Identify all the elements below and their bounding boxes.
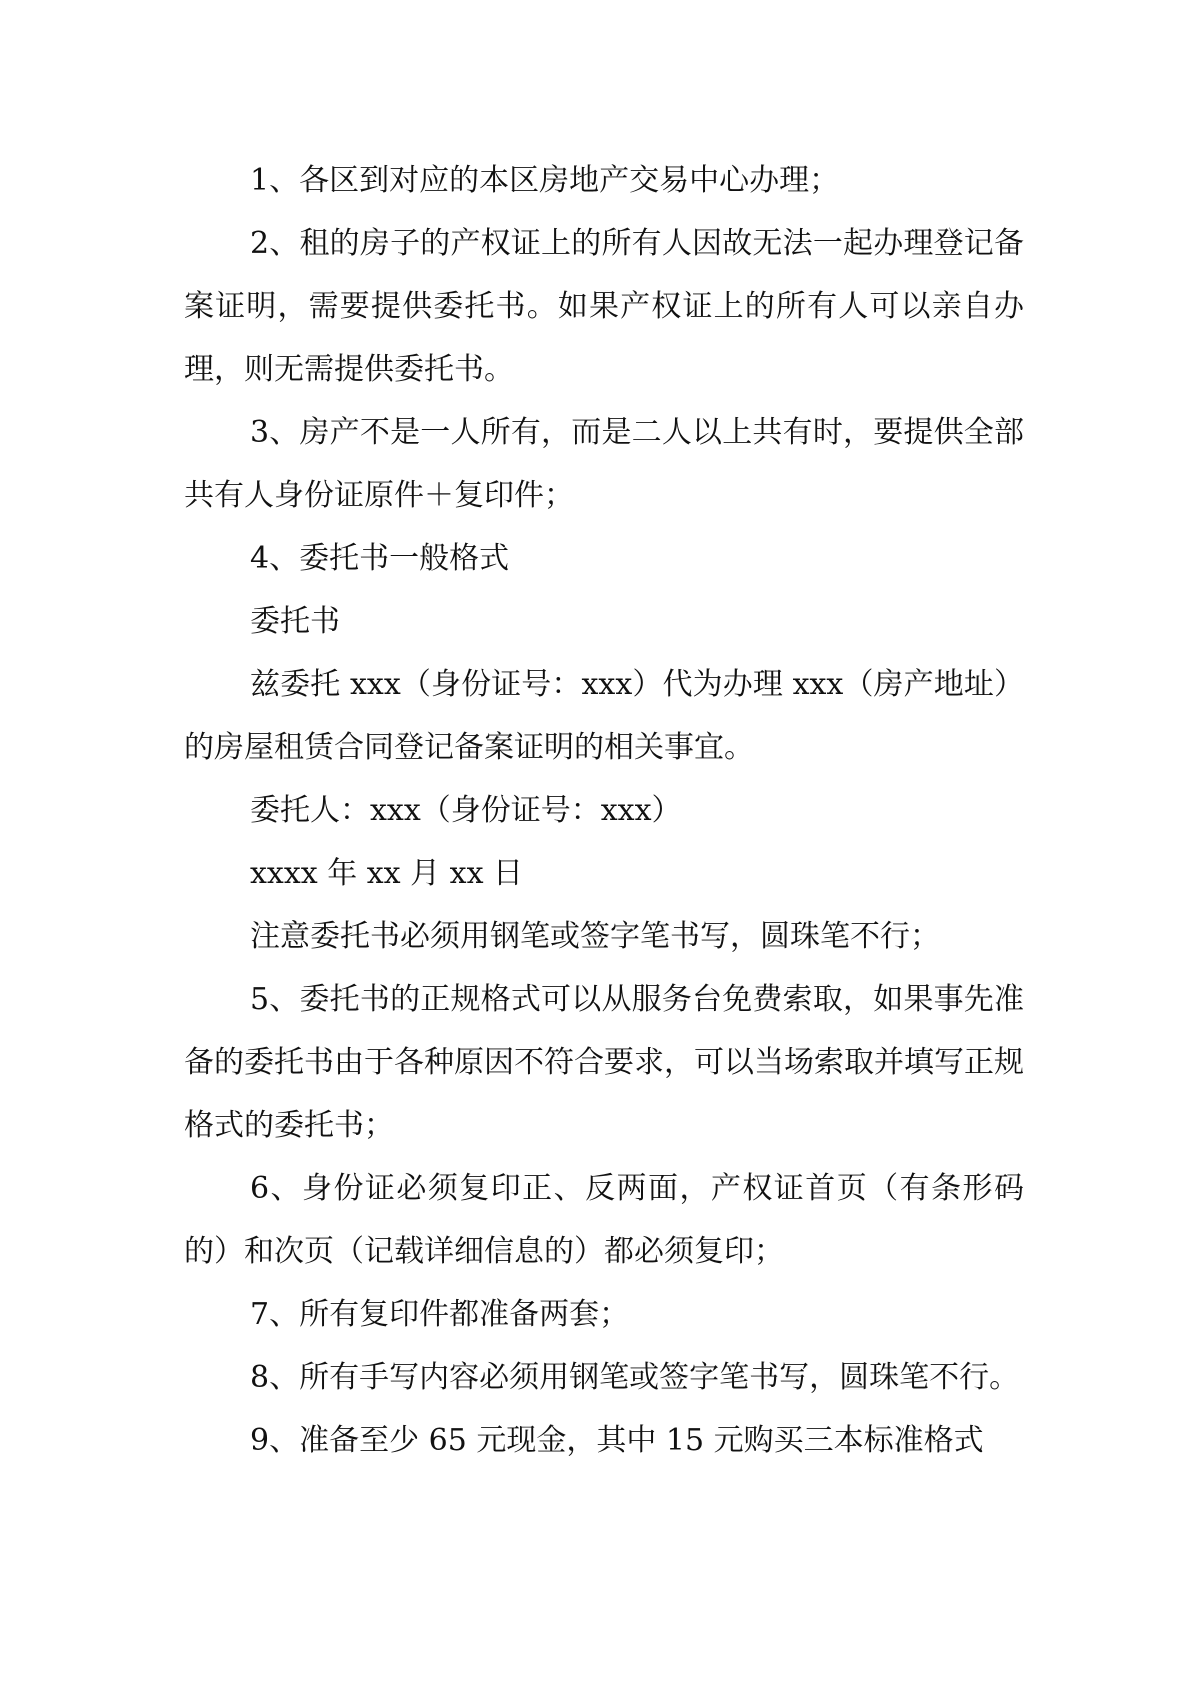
paragraph-5: 5、委托书的正规格式可以从服务台免费索取，如果事先准备的委托书由于各种原因不符合要求，可以当场索取并填写正规格式的委托书； [184, 982, 1024, 1143]
paragraph-4: 4、委托书一般格式 [250, 541, 510, 576]
paragraph-7: 7、所有复印件都准备两套； [250, 1297, 630, 1332]
document-body [184, 149, 1024, 1472]
paragraph-6: 6、身份证必须复印正、反两面，产权证首页（有条形码的）和次页（记载详细信息的）都必须复印； [184, 1171, 1024, 1269]
principal-line: 委托人：xxx（身份证号：xxx） [250, 793, 682, 828]
attention-note: 注意委托书必须用钢笔或签字笔书写，圆珠笔不行； [250, 919, 940, 954]
paragraph-3: 3、房产不是一人所有，而是二人以上共有时，要提供全部共有人身份证原件＋复印件； [184, 415, 1024, 513]
paragraph-8: 8、所有手写内容必须用钢笔或签字笔书写，圆珠笔不行。 [250, 1360, 1020, 1395]
power-of-attorney-body: 兹委托 xxx（身份证号：xxx）代为办理 xxx（房产地址）的房屋租赁合同登记备案证明的相关事宜。 [184, 667, 1024, 765]
power-of-attorney-title: 委托书 [250, 604, 340, 639]
paragraph-1: 1、各区到对应的本区房地产交易中心办理； [250, 163, 840, 198]
paragraph-9: 9、准备至少 65 元现金，其中 15 元购买三本标准格式 [250, 1423, 984, 1458]
paragraph-2: 2、租的房子的产权证上的所有人因故无法一起办理登记备案证明，需要提供委托书。如果产权证上的所有人可以亲自办理，则无需提供委托书。 [184, 226, 1024, 387]
date-line: xxxx 年 xx 月 xx 日 [250, 856, 524, 891]
